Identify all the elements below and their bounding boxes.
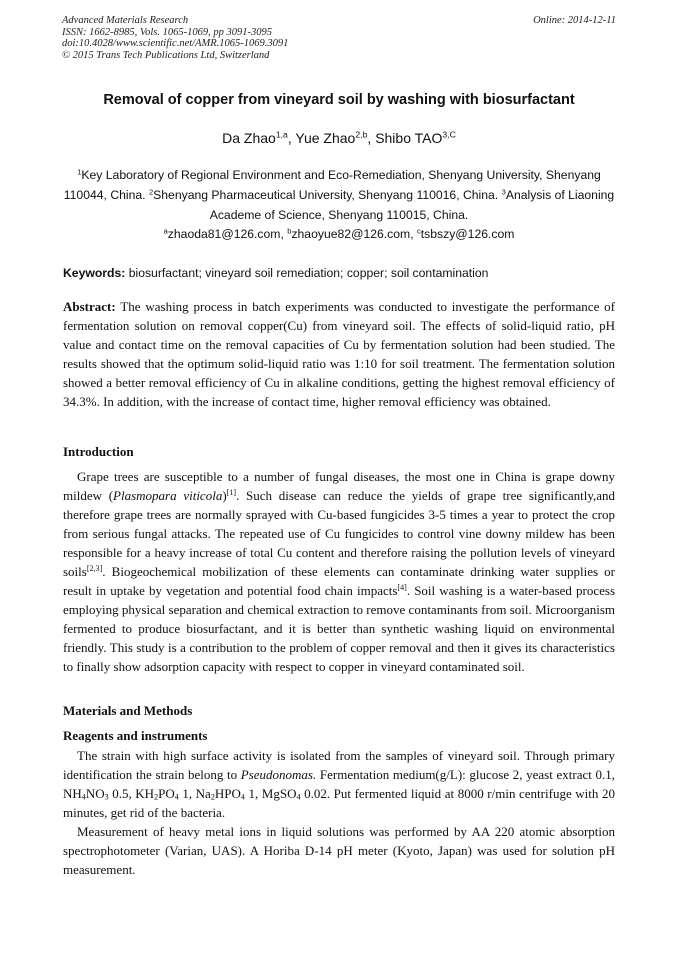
author-affil-marker: 1,a — [275, 129, 288, 140]
email[interactable]: zhaoda81@126.com, — [167, 227, 284, 241]
journal-header — [62, 15, 616, 61]
keywords-text: biosurfactant; vineyard soil remediation; copper; soil contamination — [128, 266, 489, 280]
subscript: 2 — [210, 792, 215, 802]
text-run: 1, MgSO — [244, 786, 297, 801]
keywords — [63, 266, 618, 280]
journal-name: Advanced Materials Research — [62, 15, 189, 26]
introduction-heading: Introduction — [63, 444, 134, 459]
methods-heading: Materials and Methods — [63, 703, 193, 718]
affiliation: Key Laboratory of Regional Environment and Eco-Remediation, Shenyang University, Shenyang 110044, China. — [63, 168, 601, 202]
author-affil-marker: 2,b — [355, 129, 368, 140]
subscript: 4 — [174, 792, 179, 802]
reagents-section — [63, 746, 615, 879]
subscript: 4 — [296, 792, 301, 802]
affil-marker: 1 — [77, 167, 82, 177]
author-name: Yue Zhao — [295, 130, 356, 146]
text-run: . Soil washing is a water-based process employing physical separation and chemical extraction to remove contaminants from soil. Microorganism fermented to produce biosurfactant, and it is better than synthetic washing liquid on environmental friendly. This study is a contribution to the problem of copper removal and then it gives its characteristics to finally show adsorption capacity with respect to copper in vineyard contaminated soil. — [63, 583, 615, 674]
citation: [2,3] — [86, 564, 103, 574]
copyright: © 2015 Trans Tech Publications Ltd, Switzerland — [62, 49, 270, 61]
affil-marker: 2 — [148, 187, 154, 197]
email-marker: b — [287, 226, 292, 236]
online-date: Online: 2014-12-11 — [533, 15, 616, 26]
keywords-label: Keywords: — [63, 266, 126, 280]
introduction-paragraph — [63, 467, 615, 676]
text-run: Fermentation medium(g/L): glucose 2, yeast extract 0.1, NH — [63, 767, 615, 801]
text-run: 1, Na — [178, 786, 211, 801]
citation: [4] — [397, 583, 407, 593]
affiliations — [60, 165, 618, 225]
affil-marker: 3 — [501, 187, 506, 197]
text-run: ) — [222, 488, 227, 503]
email[interactable]: zhaoyue82@126.com, — [291, 227, 414, 241]
affiliation: Analysis of Liaoning Academe of Science, Shenyang 110015, China. — [209, 188, 615, 222]
author-name: Da Zhao — [222, 130, 276, 146]
text-run: . Such disease can reduce the yields of grape tree significantly,and therefore grape trees are normally sprayed with Cu-based fungicides 3-5 times a year to protect the crop from serious fungal attacks. The repeated use of Cu fungicides to control vine downy mildew has been responsible for a heavy increase of total Cu content and therefore raising the pollution levels of vineyard soils — [63, 488, 616, 579]
reagents-paragraph — [63, 746, 615, 822]
genus-name: Pseudonomas. — [240, 767, 317, 782]
subscript: 4 — [240, 792, 245, 802]
text-run: Grape trees are susceptible to a number of fungal diseases, the most one in China is grape downy mildew ( — [63, 469, 615, 503]
subscript: 3 — [104, 792, 109, 802]
text-run: PO — [158, 786, 175, 801]
email-list — [0, 227, 678, 241]
text-run: . Biogeochemical mobilization of these elements can contaminate drinking water supplies or result in uptake by vegetation and potential food chain impacts — [63, 564, 615, 598]
reagents-subheading: Reagents and instruments — [63, 728, 208, 743]
doi: doi:10.4028/www.scientific.net/AMR.1065-1069.3091 — [62, 38, 289, 49]
author-affil-marker: 3,C — [442, 129, 456, 140]
text-run: NO — [85, 786, 105, 801]
email-marker: a — [163, 226, 168, 236]
citation: [1] — [226, 488, 237, 498]
paper-title: Removal of copper from vineyard soil by washing with biosurfactant — [103, 92, 575, 108]
text-run: The strain with high surface activity is isolated from the samples of vineyard soil. Through primary identification the strain belong to — [63, 748, 615, 782]
subscript: 4 — [81, 792, 86, 802]
abstract — [63, 297, 615, 411]
affiliation: Shenyang Pharmaceutical University, Shenyang 110016, China. — [153, 188, 499, 202]
text-run: 0.5, KH — [108, 786, 155, 801]
species-name: Plasmopara viticola — [113, 488, 223, 503]
subscript: 2 — [154, 792, 159, 802]
issn: ISSN: 1662-8985, Vols. 1065-1069, pp 3091-3095 — [62, 26, 272, 38]
measurement-paragraph: Measurement of heavy metal ions in liquid solutions was performed by AA 220 atomic absorption spectrophotometer (Varian, UAS). A Horiba D-14 pH meter (Kyoto, Japan) was used for solution pH measurement. — [63, 824, 615, 877]
email[interactable]: tsbszy@126.com — [420, 227, 515, 241]
abstract-text: The washing process in batch experiments was conducted to investigate the performance of fermentation solution on removal copper(Cu) from vineyard soil. The effects of solid-liquid ratio, pH value and contact time on the removal capacities of Cu by fermentation solution had been studied. The results showed that the optimum solid-liquid ratio was 1:10 for soil treatment. The fermentation solution showed a better removal efficiency of Cu in alkaline conditions, getting the highest removal efficiency of 34.3%. In addition, with the increase of contact time, higher removal efficiency was obtained. — [63, 299, 615, 409]
email-marker: c — [416, 226, 421, 236]
author-name: Shibo TAO — [375, 130, 443, 146]
author-list: Da Zhao$^{1,a}$, Yue Zhao$^{2,b}$, Shibo $TAO^{3,C}$ — [222, 129, 456, 146]
text-run: HPO — [214, 786, 241, 801]
text-run: 0.02. Put fermented liquid at 8000 r/min centrifuge with 20 minutes, get rid of the bacteria. — [63, 786, 615, 820]
abstract-label: Abstract: — [63, 299, 116, 314]
